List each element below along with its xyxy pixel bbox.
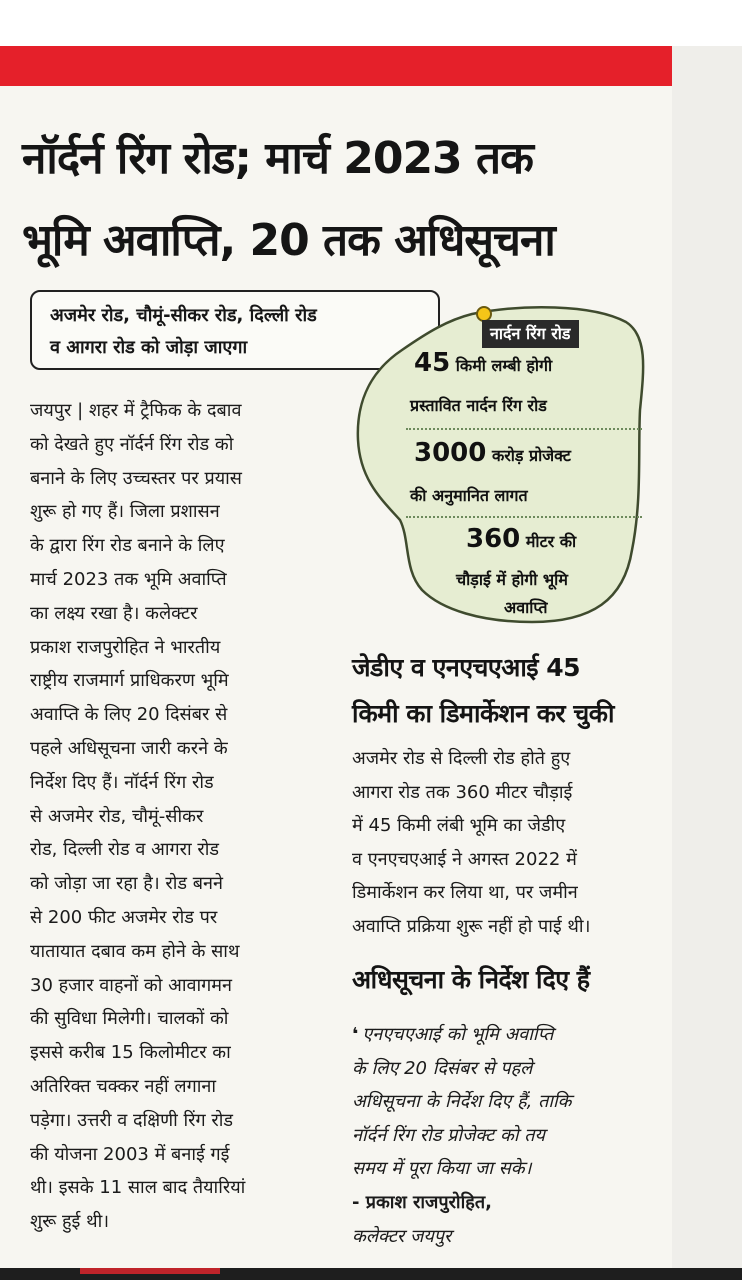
- stat-cost-desc: की अनुमानित लागत: [410, 486, 528, 505]
- quote-icon: ❛: [352, 1024, 359, 1045]
- bottom-red-mark: [80, 1268, 220, 1274]
- text-line: अधिसूचना के निर्देश दिए हैं, ताकि: [352, 1091, 572, 1113]
- attribution-title: कलेक्टर जयपुर: [352, 1225, 452, 1247]
- text-line: पहले अधिसूचना जारी करने के: [30, 737, 228, 759]
- stat-cost-unit: करोड़ प्रोजेक्ट: [491, 446, 571, 465]
- text-line: अतिरिक्त चक्कर नहीं लगाना: [30, 1075, 217, 1097]
- stat-cost-value: 3000: [414, 438, 487, 468]
- text-line-content: एनएचएआई को भूमि अवाप्ति: [362, 1024, 554, 1045]
- text-line: को जोड़ा जा रहा है। रोड बनने: [30, 873, 224, 895]
- text-line: की सुविधा मिलेगी। चालकों को: [30, 1008, 229, 1030]
- top-margin: [0, 0, 742, 46]
- text-line: [352, 1018, 672, 1052]
- text-line: के द्वारा रिंग रोड बनाने के लिए: [30, 535, 225, 557]
- text-line: अवाप्ति के लिए 20 दिसंबर से: [30, 704, 228, 726]
- info-panel-tag: नार्दन रिंग रोड: [482, 320, 579, 348]
- stat-length: [414, 348, 552, 378]
- text-line: अवाप्ति प्रक्रिया शुरू नहीं हो पाई थी।: [352, 915, 591, 937]
- text-line: रोड, दिल्ली रोड व आगरा रोड: [30, 839, 220, 861]
- divider: [406, 428, 642, 430]
- section-heading-notification: अधिसूचना के निर्देश दिए हैं: [352, 965, 590, 994]
- headline-line-1: नॉर्दर्न रिंग रोड; मार्च 2023 तक: [22, 133, 533, 184]
- divider: [406, 516, 642, 518]
- stat-length-unit: किमी लम्बी होगी: [455, 356, 553, 375]
- text-line: जयपुर | शहर में ट्रैफिक के दबाव: [30, 400, 242, 421]
- collector-quote: [352, 1018, 672, 1186]
- text-line: निर्देश दिए हैं। नॉर्दर्न रिंग रोड: [30, 771, 214, 793]
- text-line: समय में पूरा किया जा सके।: [352, 1158, 532, 1180]
- text-line: पड़ेगा। उत्तरी व दक्षिणी रिंग रोड: [30, 1109, 234, 1131]
- text-line: नॉर्दर्न रिंग रोड प्रोजेक्ट को तय: [352, 1124, 545, 1146]
- stat-width: [466, 524, 576, 554]
- stat-width-desc-2: अवाप्ति: [504, 598, 548, 617]
- article-body-left: [30, 394, 330, 1239]
- text-line: यातायात दबाव कम होने के साथ: [30, 940, 240, 962]
- subhead-line-1: अजमेर रोड, चौमूं-सीकर रोड, दिल्ली रोड: [50, 305, 317, 326]
- text-line: डिमार्केशन कर लिया था, पर जमीन: [352, 882, 578, 904]
- text-line: 30 हजार वाहनों को आवागमन: [30, 974, 233, 996]
- text-line: अजमेर रोड से दिल्ली रोड होते हुए: [352, 748, 571, 769]
- stat-width-unit: मीटर की: [525, 532, 577, 551]
- text-line: के लिए 20 दिसंबर से पहले: [352, 1057, 533, 1079]
- stat-width-value: 360: [466, 524, 521, 554]
- stat-length-value: 45: [414, 348, 451, 378]
- text-line: थी। इसके 11 साल बाद तैयारियां: [30, 1177, 246, 1199]
- attribution-name: - प्रकाश राजपुरोहित,: [352, 1192, 492, 1213]
- masthead-red-bar: [0, 46, 672, 86]
- stat-length-desc: प्रस्तावित नार्दन रिंग रोड: [410, 396, 547, 415]
- subhead-line-2: व आगरा रोड को जोड़ा जाएगा: [50, 337, 248, 358]
- text-line: बनाने के लिए उच्चस्तर पर प्रयास: [30, 467, 242, 489]
- text-line: का लक्ष्य रखा है। कलेक्टर: [30, 602, 198, 624]
- headline: [22, 118, 702, 282]
- quote-attribution: [352, 1186, 672, 1253]
- text-line: व एनएचएआई ने अगस्त 2022 में: [352, 848, 577, 870]
- section-heading-demarcation-1: जेडीए व एनएचएआई 45: [352, 653, 581, 682]
- text-line: आगरा रोड तक 360 मीटर चौड़ाई: [352, 781, 573, 803]
- text-line: में 45 किमी लंबी भूमि का जेडीए: [352, 815, 566, 837]
- text-line: की योजना 2003 में बनाई गई: [30, 1143, 230, 1165]
- article-body-right: [352, 742, 672, 944]
- text-line: मार्च 2023 तक भूमि अवाप्ति: [30, 568, 227, 590]
- text-line: से अजमेर रोड, चौमूं-सीकर: [30, 805, 204, 827]
- text-line: को देखते हुए नॉर्दर्न रिंग रोड को: [30, 433, 234, 455]
- text-line: प्रकाश राजपुरोहित ने भारतीय: [30, 636, 221, 658]
- stat-width-desc: चौड़ाई में होगी भूमि: [456, 570, 568, 589]
- text-line: शुरू हुई थी।: [30, 1211, 110, 1233]
- section-heading-demarcation-2: किमी का डिमार्केशन कर चुकी: [352, 699, 614, 728]
- headline-line-2: भूमि अवाप्ति, 20 तक अधिसूचना: [22, 215, 555, 266]
- text-line: से 200 फीट अजमेर रोड पर: [30, 906, 218, 928]
- text-line: राष्ट्रीय राजमार्ग प्राधिकरण भूमि: [30, 670, 229, 692]
- stat-cost: [414, 438, 571, 468]
- text-line: इससे करीब 15 किलोमीटर का: [30, 1042, 231, 1064]
- text-line: शुरू हो गए हैं। जिला प्रशासन: [30, 501, 220, 523]
